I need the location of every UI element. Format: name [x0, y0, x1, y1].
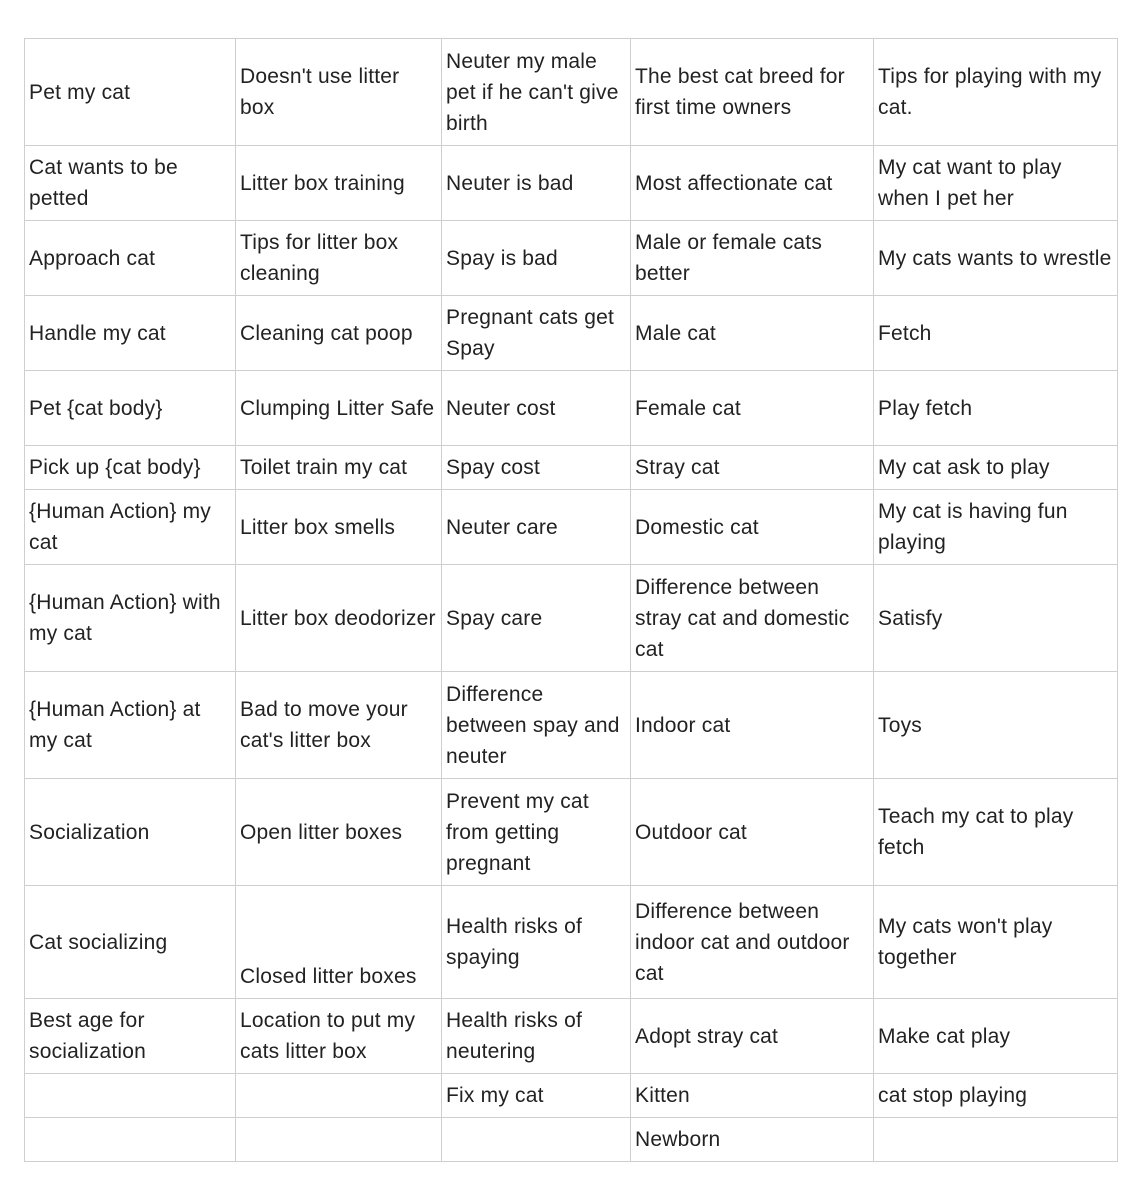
- table-cell[interactable]: Socialization: [25, 779, 236, 886]
- table-cell[interactable]: Handle my cat: [25, 296, 236, 371]
- table-row: [25, 779, 1118, 886]
- table-cell[interactable]: Litter box deodorizer: [236, 565, 442, 672]
- table-row: [25, 446, 1118, 490]
- table-cell[interactable]: [236, 1118, 442, 1162]
- table-row: [25, 39, 1118, 146]
- table-cell[interactable]: {Human Action} with my cat: [25, 565, 236, 672]
- table-cell[interactable]: Cat socializing: [25, 886, 236, 999]
- table-row: [25, 371, 1118, 446]
- table-cell[interactable]: [25, 1074, 236, 1118]
- topics-table: [24, 38, 1118, 1162]
- table-cell[interactable]: Pet my cat: [25, 39, 236, 146]
- table-cell[interactable]: Neuter my male pet if he can't give birth: [442, 39, 631, 146]
- table-cell[interactable]: [442, 1118, 631, 1162]
- table-row: [25, 999, 1118, 1074]
- table-cell[interactable]: My cats wants to wrestle: [874, 221, 1118, 296]
- table-cell[interactable]: Tips for litter box cleaning: [236, 221, 442, 296]
- table-cell[interactable]: [236, 1074, 442, 1118]
- table-cell[interactable]: Teach my cat to play fetch: [874, 779, 1118, 886]
- table-cell[interactable]: Fix my cat: [442, 1074, 631, 1118]
- table-cell[interactable]: Best age for socialization: [25, 999, 236, 1074]
- table-row: [25, 1118, 1118, 1162]
- table-cell[interactable]: Spay care: [442, 565, 631, 672]
- table-cell[interactable]: {Human Action} at my cat: [25, 672, 236, 779]
- table-cell[interactable]: Pregnant cats get Spay: [442, 296, 631, 371]
- table-cell[interactable]: Toys: [874, 672, 1118, 779]
- table-cell[interactable]: Spay is bad: [442, 221, 631, 296]
- table-cell[interactable]: Difference between stray cat and domestic cat: [631, 565, 874, 672]
- table-cell[interactable]: Neuter cost: [442, 371, 631, 446]
- table-cell[interactable]: Closed litter boxes: [236, 886, 442, 999]
- table-cell[interactable]: Health risks of neutering: [442, 999, 631, 1074]
- table-cell[interactable]: Male cat: [631, 296, 874, 371]
- table-cell[interactable]: Kitten: [631, 1074, 874, 1118]
- table-cell[interactable]: Prevent my cat from getting pregnant: [442, 779, 631, 886]
- table-row: [25, 1074, 1118, 1118]
- table-cell[interactable]: [25, 1118, 236, 1162]
- table-cell[interactable]: My cats won't play together: [874, 886, 1118, 999]
- table-cell[interactable]: Pet {cat body}: [25, 371, 236, 446]
- table-row: [25, 490, 1118, 565]
- table-row: [25, 565, 1118, 672]
- table-cell[interactable]: Indoor cat: [631, 672, 874, 779]
- table-cell[interactable]: Bad to move your cat's litter box: [236, 672, 442, 779]
- table-cell[interactable]: Litter box training: [236, 146, 442, 221]
- table-cell[interactable]: Fetch: [874, 296, 1118, 371]
- table-cell[interactable]: Stray cat: [631, 446, 874, 490]
- table-row: [25, 296, 1118, 371]
- table-cell[interactable]: Female cat: [631, 371, 874, 446]
- table-cell[interactable]: Difference between indoor cat and outdoor cat: [631, 886, 874, 999]
- table-cell[interactable]: Adopt stray cat: [631, 999, 874, 1074]
- table-cell[interactable]: The best cat breed for first time owners: [631, 39, 874, 146]
- table-cell[interactable]: Tips for playing with my cat.: [874, 39, 1118, 146]
- table-cell[interactable]: cat stop playing: [874, 1074, 1118, 1118]
- table-cell[interactable]: Cleaning cat poop: [236, 296, 442, 371]
- table-cell[interactable]: Satisfy: [874, 565, 1118, 672]
- table-cell[interactable]: [874, 1118, 1118, 1162]
- table-cell[interactable]: Difference between spay and neuter: [442, 672, 631, 779]
- table-cell[interactable]: Spay cost: [442, 446, 631, 490]
- table-cell[interactable]: My cat is having fun playing: [874, 490, 1118, 565]
- table-row: [25, 221, 1118, 296]
- table-cell[interactable]: Toilet train my cat: [236, 446, 442, 490]
- table-cell[interactable]: Health risks of spaying: [442, 886, 631, 999]
- table-cell[interactable]: Neuter care: [442, 490, 631, 565]
- table-cell[interactable]: Male or female cats better: [631, 221, 874, 296]
- table-cell[interactable]: Doesn't use litter box: [236, 39, 442, 146]
- table-cell[interactable]: My cat ask to play: [874, 446, 1118, 490]
- table-cell[interactable]: Make cat play: [874, 999, 1118, 1074]
- table-cell[interactable]: Neuter is bad: [442, 146, 631, 221]
- table-row: [25, 672, 1118, 779]
- table-cell[interactable]: Clumping Litter Safe: [236, 371, 442, 446]
- table-cell[interactable]: Pick up {cat body}: [25, 446, 236, 490]
- table-cell[interactable]: Domestic cat: [631, 490, 874, 565]
- table-row: [25, 886, 1118, 999]
- table-cell[interactable]: Outdoor cat: [631, 779, 874, 886]
- table-cell[interactable]: {Human Action} my cat: [25, 490, 236, 565]
- table-cell[interactable]: Play fetch: [874, 371, 1118, 446]
- table-cell[interactable]: Newborn: [631, 1118, 874, 1162]
- table-cell[interactable]: Location to put my cats litter box: [236, 999, 442, 1074]
- table-cell[interactable]: Most affectionate cat: [631, 146, 874, 221]
- table-cell[interactable]: My cat want to play when I pet her: [874, 146, 1118, 221]
- table-cell[interactable]: Litter box smells: [236, 490, 442, 565]
- table-cell[interactable]: Open litter boxes: [236, 779, 442, 886]
- table-cell[interactable]: Approach cat: [25, 221, 236, 296]
- table-cell[interactable]: Cat wants to be petted: [25, 146, 236, 221]
- table-row: [25, 146, 1118, 221]
